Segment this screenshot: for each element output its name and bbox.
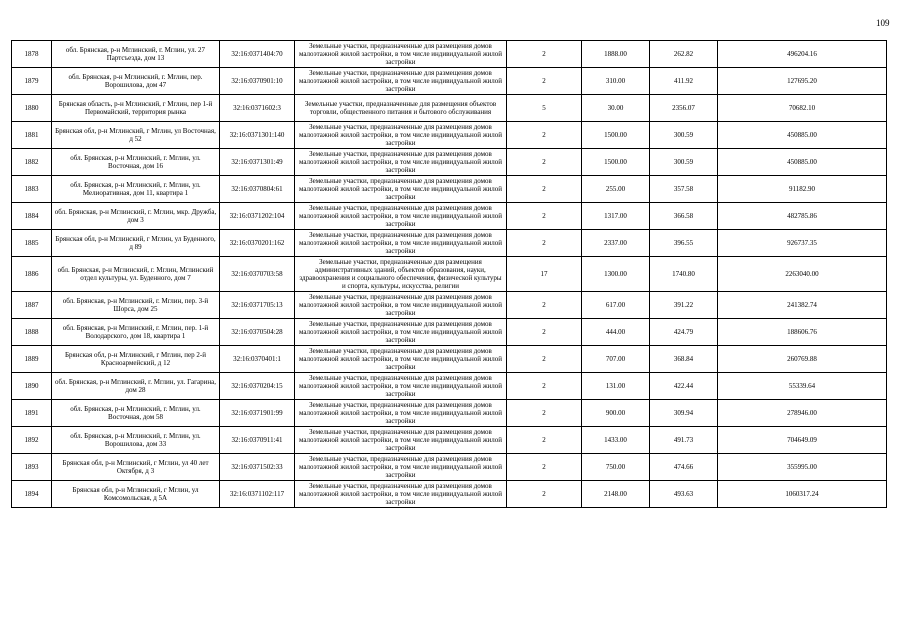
cadastral-number-cell: 32:16:0370204:15	[220, 373, 295, 400]
row-number: 1890	[12, 373, 52, 400]
cadastral-number-cell: 32:16:0371901:99	[220, 400, 295, 427]
specific-value-cell: 396.55	[650, 230, 718, 257]
row-number: 1892	[12, 427, 52, 454]
row-number: 1886	[12, 257, 52, 292]
row-number: 1878	[12, 41, 52, 68]
area-cell: 2337.00	[582, 230, 650, 257]
table-row	[12, 122, 887, 149]
cadastral-value-cell: 482785.86	[718, 203, 887, 230]
cadastral-number-cell: 32:16:0371202:104	[220, 203, 295, 230]
row-number: 1888	[12, 319, 52, 346]
area-cell: 900.00	[582, 400, 650, 427]
specific-value-cell: 300.59	[650, 149, 718, 176]
specific-value-cell: 424.79	[650, 319, 718, 346]
cadastral-value-cell: 278946.00	[718, 400, 887, 427]
cadastral-value-cell: 2263040.00	[718, 257, 887, 292]
permitted-use-cell: Земельные участки, предназначенные для размещения домов малоэтажной жилой застройки, в том числе индивидуальной жилой застройки	[295, 68, 507, 95]
permitted-use-cell: Земельные участки, предназначенные для размещения объектов торговли, общественного питания и бытового обслуживания	[295, 95, 507, 122]
address-cell: обл. Брянская, р-н Мглинский, г. Мглин, пер. Ворошилова, дом 47	[52, 68, 220, 95]
use-group-cell: 2	[507, 41, 582, 68]
permitted-use-cell: Земельные участки, предназначенные для размещения домов малоэтажной жилой застройки, в том числе индивидуальной жилой застройки	[295, 149, 507, 176]
specific-value-cell: 474.66	[650, 454, 718, 481]
specific-value-cell: 368.84	[650, 346, 718, 373]
cadastral-value-cell: 496204.16	[718, 41, 887, 68]
cadastral-value-cell: 450885.00	[718, 149, 887, 176]
address-cell: обл. Брянская, р-н Мглинский, г. Мглин, ул. Восточная, дом 58	[52, 400, 220, 427]
use-group-cell: 5	[507, 95, 582, 122]
cadastral-number-cell: 32:16:0370911:41	[220, 427, 295, 454]
specific-value-cell: 357.58	[650, 176, 718, 203]
cadastral-number-cell: 32:16:0371602:3	[220, 95, 295, 122]
table-row	[12, 257, 887, 292]
table-row	[12, 481, 887, 508]
row-number: 1885	[12, 230, 52, 257]
address-cell: Брянская область, р-н Мглинский, г Мглин, пер 1-й Первомайский, территория рынка	[52, 95, 220, 122]
cadastral-value-cell: 704649.09	[718, 427, 887, 454]
cadastral-value-cell: 55339.64	[718, 373, 887, 400]
address-cell: обл. Брянская, р-н Мглинский, г. Мглин, ул. Гагарина, дом 28	[52, 373, 220, 400]
cadastral-value-cell: 241382.74	[718, 292, 887, 319]
specific-value-cell: 493.63	[650, 481, 718, 508]
page-number: 109	[876, 18, 890, 28]
row-number: 1880	[12, 95, 52, 122]
area-cell: 1317.00	[582, 203, 650, 230]
cadastral-value-cell: 70682.10	[718, 95, 887, 122]
permitted-use-cell: Земельные участки, предназначенные для размещения административных зданий, объектов образования, науки, здравоохранения и социального обеспечения, физической культуры и спорта, культуры, искусства, религии	[295, 257, 507, 292]
row-number: 1887	[12, 292, 52, 319]
table-row	[12, 454, 887, 481]
cadastral-value-cell: 1060317.24	[718, 481, 887, 508]
table-body	[12, 41, 887, 508]
address-cell: обл. Брянская, р-н Мглинский, г. Мглин, ул. Мелиоративная, дом 11, квартира 1	[52, 176, 220, 203]
cadastral-number-cell: 32:16:0370401:1	[220, 346, 295, 373]
use-group-cell: 2	[507, 176, 582, 203]
specific-value-cell: 1740.80	[650, 257, 718, 292]
cadastral-value-cell: 91182.90	[718, 176, 887, 203]
specific-value-cell: 2356.07	[650, 95, 718, 122]
table-row	[12, 400, 887, 427]
table-row	[12, 427, 887, 454]
permitted-use-cell: Земельные участки, предназначенные для размещения домов малоэтажной жилой застройки, в том числе индивидуальной жилой застройки	[295, 373, 507, 400]
cadastral-number-cell: 32:16:0371502:33	[220, 454, 295, 481]
area-cell: 707.00	[582, 346, 650, 373]
cadastral-number-cell: 32:16:0371301:140	[220, 122, 295, 149]
cadastral-number-cell: 32:16:0371102:117	[220, 481, 295, 508]
area-cell: 750.00	[582, 454, 650, 481]
land-plots-table	[11, 40, 887, 508]
specific-value-cell: 300.59	[650, 122, 718, 149]
cadastral-value-cell: 260769.88	[718, 346, 887, 373]
cadastral-value-cell: 450885.00	[718, 122, 887, 149]
permitted-use-cell: Земельные участки, предназначенные для размещения домов малоэтажной жилой застройки, в том числе индивидуальной жилой застройки	[295, 203, 507, 230]
use-group-cell: 2	[507, 68, 582, 95]
permitted-use-cell: Земельные участки, предназначенные для размещения домов малоэтажной жилой застройки, в том числе индивидуальной жилой застройки	[295, 122, 507, 149]
use-group-cell: 2	[507, 122, 582, 149]
row-number: 1881	[12, 122, 52, 149]
table-row	[12, 95, 887, 122]
area-cell: 1888.00	[582, 41, 650, 68]
use-group-cell: 2	[507, 481, 582, 508]
use-group-cell: 2	[507, 346, 582, 373]
specific-value-cell: 366.58	[650, 203, 718, 230]
cadastral-value-cell: 188606.76	[718, 319, 887, 346]
row-number: 1893	[12, 454, 52, 481]
row-number: 1894	[12, 481, 52, 508]
cadastral-value-cell: 926737.35	[718, 230, 887, 257]
area-cell: 1500.00	[582, 122, 650, 149]
table-row	[12, 149, 887, 176]
specific-value-cell: 391.22	[650, 292, 718, 319]
permitted-use-cell: Земельные участки, предназначенные для размещения домов малоэтажной жилой застройки, в том числе индивидуальной жилой застройки	[295, 346, 507, 373]
address-cell: Брянская обл, р-н Мглинский, г Мглин, пер 2-й Красноармейский, д 12	[52, 346, 220, 373]
use-group-cell: 2	[507, 230, 582, 257]
area-cell: 310.00	[582, 68, 650, 95]
table-row	[12, 176, 887, 203]
permitted-use-cell: Земельные участки, предназначенные для размещения домов малоэтажной жилой застройки, в том числе индивидуальной жилой застройки	[295, 400, 507, 427]
specific-value-cell: 422.44	[650, 373, 718, 400]
address-cell: обл. Брянская, р-н Мглинский, г. Мглин, мкр. Дружба, дом 3	[52, 203, 220, 230]
permitted-use-cell: Земельные участки, предназначенные для размещения домов малоэтажной жилой застройки, в том числе индивидуальной жилой застройки	[295, 454, 507, 481]
cadastral-number-cell: 32:16:0370703:58	[220, 257, 295, 292]
specific-value-cell: 491.73	[650, 427, 718, 454]
use-group-cell: 2	[507, 203, 582, 230]
cadastral-number-cell: 32:16:0370901:10	[220, 68, 295, 95]
table-row	[12, 319, 887, 346]
table-row	[12, 373, 887, 400]
row-number: 1884	[12, 203, 52, 230]
use-group-cell: 17	[507, 257, 582, 292]
address-cell: обл. Брянская, р-н Мглинский, г. Мглин, ул. 27 Партсъезда, дом 13	[52, 41, 220, 68]
address-cell: Брянская обл, р-н Мглинский, г Мглин, ул Восточная, д 52	[52, 122, 220, 149]
table-row	[12, 230, 887, 257]
area-cell: 2148.00	[582, 481, 650, 508]
address-cell: Брянская обл, р-н Мглинский, г Мглин, ул 40 лет Октября, д 3	[52, 454, 220, 481]
use-group-cell: 2	[507, 400, 582, 427]
address-cell: Брянская обл, р-н Мглинский, г Мглин, ул Комсомольская, д 5А	[52, 481, 220, 508]
area-cell: 255.00	[582, 176, 650, 203]
table-row	[12, 41, 887, 68]
row-number: 1889	[12, 346, 52, 373]
area-cell: 131.00	[582, 373, 650, 400]
area-cell: 617.00	[582, 292, 650, 319]
table-row	[12, 203, 887, 230]
use-group-cell: 2	[507, 319, 582, 346]
cadastral-value-cell: 127695.20	[718, 68, 887, 95]
row-number: 1879	[12, 68, 52, 95]
area-cell: 1433.00	[582, 427, 650, 454]
cadastral-number-cell: 32:16:0371404:70	[220, 41, 295, 68]
permitted-use-cell: Земельные участки, предназначенные для размещения домов малоэтажной жилой застройки, в том числе индивидуальной жилой застройки	[295, 176, 507, 203]
cadastral-number-cell: 32:16:0370804:61	[220, 176, 295, 203]
permitted-use-cell: Земельные участки, предназначенные для размещения домов малоэтажной жилой застройки, в том числе индивидуальной жилой застройки	[295, 427, 507, 454]
address-cell: обл. Брянская, р-н Мглинский, г. Мглин, пер. 1-й Володарского, дом 18, квартира 1	[52, 319, 220, 346]
specific-value-cell: 309.94	[650, 400, 718, 427]
address-cell: обл. Брянская, р-н Мглинский, г. Мглин, ул. Восточная, дом 16	[52, 149, 220, 176]
use-group-cell: 2	[507, 373, 582, 400]
cadastral-number-cell: 32:16:0371705:13	[220, 292, 295, 319]
specific-value-cell: 262.82	[650, 41, 718, 68]
table-row	[12, 292, 887, 319]
address-cell: Брянская обл, р-н Мглинский, г Мглин, ул Буденного, д 89	[52, 230, 220, 257]
row-number: 1891	[12, 400, 52, 427]
use-group-cell: 2	[507, 149, 582, 176]
address-cell: обл. Брянская, р-н Мглинский, г. Мглин, ул. Ворошилова, дом 33	[52, 427, 220, 454]
cadastral-value-cell: 355995.00	[718, 454, 887, 481]
area-cell: 30.00	[582, 95, 650, 122]
table-row	[12, 68, 887, 95]
use-group-cell: 2	[507, 454, 582, 481]
row-number: 1882	[12, 149, 52, 176]
permitted-use-cell: Земельные участки, предназначенные для размещения домов малоэтажной жилой застройки, в том числе индивидуальной жилой застройки	[295, 292, 507, 319]
use-group-cell: 2	[507, 427, 582, 454]
cadastral-number-cell: 32:16:0370201:162	[220, 230, 295, 257]
area-cell: 1300.00	[582, 257, 650, 292]
address-cell: обл. Брянская, р-н Мглинский, г. Мглин, пер. 3-й Шорса, дом 25	[52, 292, 220, 319]
table-row	[12, 346, 887, 373]
permitted-use-cell: Земельные участки, предназначенные для размещения домов малоэтажной жилой застройки, в том числе индивидуальной жилой застройки	[295, 319, 507, 346]
area-cell: 1500.00	[582, 149, 650, 176]
permitted-use-cell: Земельные участки, предназначенные для размещения домов малоэтажной жилой застройки, в том числе индивидуальной жилой застройки	[295, 481, 507, 508]
use-group-cell: 2	[507, 292, 582, 319]
permitted-use-cell: Земельные участки, предназначенные для размещения домов малоэтажной жилой застройки, в том числе индивидуальной жилой застройки	[295, 230, 507, 257]
cadastral-number-cell: 32:16:0370504:28	[220, 319, 295, 346]
permitted-use-cell: Земельные участки, предназначенные для размещения домов малоэтажной жилой застройки, в том числе индивидуальной жилой застройки	[295, 41, 507, 68]
specific-value-cell: 411.92	[650, 68, 718, 95]
row-number: 1883	[12, 176, 52, 203]
cadastral-number-cell: 32:16:0371301:49	[220, 149, 295, 176]
area-cell: 444.00	[582, 319, 650, 346]
address-cell: обл. Брянская, р-н Мглинский, г. Мглин, Мглинский отдел культуры, ул. Буденного, дом 7	[52, 257, 220, 292]
